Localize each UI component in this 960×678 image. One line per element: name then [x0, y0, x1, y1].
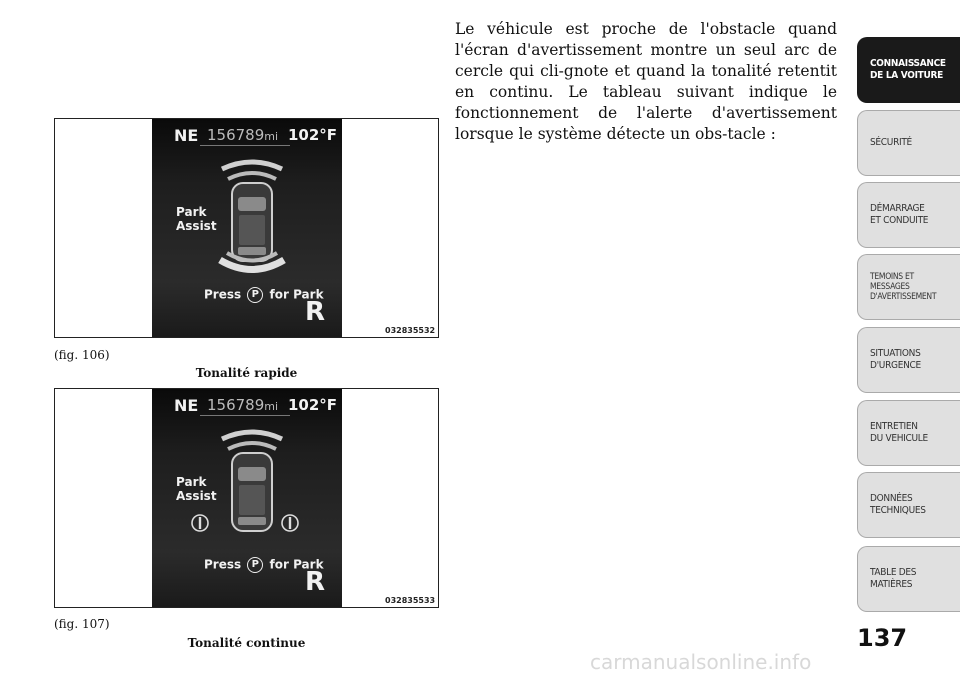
- tab-connaissance[interactable]: [857, 37, 960, 103]
- figure-107-frame: [54, 388, 439, 608]
- divider: [200, 415, 290, 416]
- figure-106-frame: [54, 118, 439, 338]
- tab-entretien[interactable]: [857, 400, 960, 466]
- vehicle-top-view-icon: [212, 157, 292, 277]
- tab-label: TEMOINS ET MESSAGES D'AVERTISSEMENT: [870, 272, 937, 302]
- tab-label: SITUATIONS D'URGENCE: [870, 348, 921, 371]
- tab-demarrage[interactable]: [857, 182, 960, 248]
- figure-label: (fig. 107): [54, 617, 110, 631]
- odometer-unit: mi: [264, 130, 279, 143]
- park-p-icon: P: [247, 557, 263, 573]
- gear-indicator: R: [305, 297, 326, 327]
- tab-temoins[interactable]: [857, 254, 960, 320]
- odometer: [207, 126, 278, 144]
- press-text: Press: [204, 557, 242, 572]
- tab-label: DÉMARRAGE ET CONDUITE: [870, 203, 929, 226]
- odometer: [207, 396, 278, 414]
- warning-left-icon: [190, 513, 210, 533]
- status-bar: [152, 393, 342, 415]
- tab-label: DONNÉES TECHNIQUES: [870, 493, 926, 516]
- watermark: carmanualsonline.info: [590, 650, 812, 674]
- page-number: 137: [857, 624, 908, 652]
- park-assist-label: Park Assist: [176, 205, 217, 233]
- gear-indicator: R: [305, 567, 326, 597]
- body-paragraph: Le véhicule est proche de l'obstacle quand l'écran d'avertissement montre un seul arc de cercle qui cli-gnote et quand la tonalité retentit en continu. Le tableau suivant indique le fonctionnement de l'alerte d'avertissement lorsque le système détecte un obs-tacle :: [455, 20, 837, 143]
- tab-securite[interactable]: [857, 110, 960, 176]
- odometer-value: 156789: [207, 126, 265, 144]
- tab-label: CONNAISSANCE DE LA VOITURE: [870, 58, 946, 81]
- tab-label: TABLE DES MATIÈRES: [870, 567, 917, 590]
- compass-heading: NE: [174, 396, 199, 415]
- figure-caption: Tonalité rapide: [195, 366, 298, 380]
- status-bar: [152, 123, 342, 145]
- figure-label: (fig. 106): [54, 348, 110, 362]
- image-code: 032835532: [385, 326, 436, 335]
- for-park-text: for Park: [269, 557, 324, 572]
- tab-table-des-matieres[interactable]: [857, 546, 960, 612]
- compass-heading: NE: [174, 126, 199, 145]
- tab-donnees[interactable]: [857, 472, 960, 538]
- divider: [200, 145, 290, 146]
- outside-temperature: 102°F: [288, 126, 338, 144]
- tab-label: ENTRETIEN DU VEHICULE: [870, 421, 928, 444]
- park-assist-screen: [152, 119, 342, 337]
- park-p-icon: P: [247, 287, 263, 303]
- warning-right-icon: [280, 513, 300, 533]
- odometer-unit: mi: [264, 400, 279, 413]
- park-assist-screen: [152, 389, 342, 607]
- press-text: Press: [204, 287, 242, 302]
- tab-situations[interactable]: [857, 327, 960, 393]
- figure-caption: Tonalité continue: [187, 636, 306, 650]
- for-park-text: for Park: [269, 287, 324, 302]
- park-assist-label: Park Assist: [176, 475, 217, 503]
- tab-label: SÉCURITÉ: [870, 137, 912, 148]
- odometer-value: 156789: [207, 396, 265, 414]
- chapter-sidebar: [857, 0, 960, 678]
- outside-temperature: 102°F: [288, 396, 338, 414]
- image-code: 032835533: [385, 596, 436, 605]
